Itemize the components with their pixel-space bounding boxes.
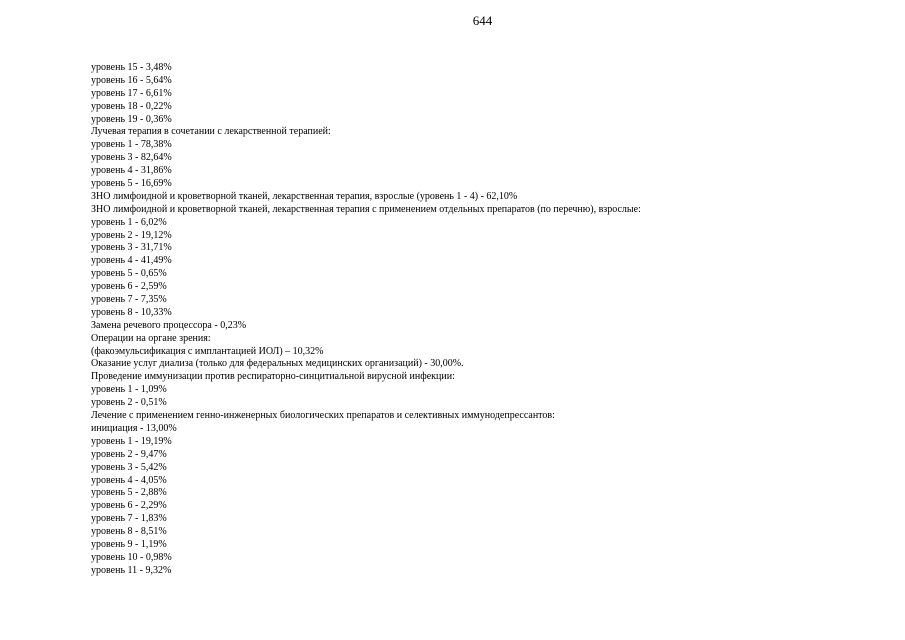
text-line: уровень 1 - 78,38% (91, 139, 172, 151)
text-line: уровень 17 - 6,61% (91, 87, 172, 99)
text-line: уровень 1 - 6,02% (91, 216, 167, 228)
text-line: (факоэмульсификация с имплантацией ИОЛ) – 10,32% (91, 345, 324, 357)
text-line: уровень 4 - 41,49% (91, 255, 172, 267)
text-line: уровень 5 - 2,88% (91, 487, 167, 499)
text-line: уровень 3 - 5,42% (91, 461, 167, 473)
document-body (91, 62, 891, 578)
text-line: уровень 10 - 0,98% (91, 551, 172, 563)
section-heading: Лечение с применением генно-инженерных биологических препаратов и селективных иммунодепрессантов: (91, 410, 555, 422)
text-line: уровень 2 - 9,47% (91, 448, 167, 460)
text-line: уровень 6 - 2,29% (91, 500, 167, 512)
section-heading: Проведение иммунизации против респираторно-синцитиальной вирусной инфекции: (91, 371, 455, 383)
text-line: инициация - 13,00% (91, 422, 177, 434)
text-line: уровень 1 - 1,09% (91, 384, 167, 396)
text-line: уровень 3 - 82,64% (91, 152, 172, 164)
section-heading: Лучевая терапия в сочетании с лекарственной терапией: (91, 126, 331, 138)
text-line: уровень 8 - 8,51% (91, 526, 167, 538)
text-line: уровень 9 - 1,19% (91, 538, 167, 550)
text-line: уровень 18 - 0,22% (91, 100, 172, 112)
text-line: Замена речевого процессора - 0,23% (91, 319, 247, 331)
text-line: уровень 6 - 2,59% (91, 281, 167, 293)
text-line: уровень 11 - 9,32% (91, 564, 172, 576)
text-line: уровень 15 - 3,48% (91, 62, 172, 73)
text-line: ЗНО лимфоидной и кроветворной тканей, лекарственная терапия, взрослые (уровень 1 - 4) - 62,10% (91, 190, 518, 202)
text-line: уровень 5 - 0,65% (91, 268, 167, 280)
text-line: уровень 7 - 1,83% (91, 513, 167, 525)
text-line: уровень 8 - 10,33% (91, 306, 172, 318)
text-line: уровень 1 - 19,19% (91, 435, 172, 447)
section-heading: Операции на органе зрения: (91, 332, 211, 344)
text-line: уровень 16 - 5,64% (91, 74, 172, 86)
text-line: Оказание услуг диализа (только для федеральных медицинских организаций) - 30,00%. (91, 358, 464, 370)
text-line: уровень 4 - 4,05% (91, 474, 167, 486)
section-heading: ЗНО лимфоидной и кроветворной тканей, лекарственная терапия с применением отдельных препаратов (по перечню), взрослые: (91, 203, 641, 215)
text-line: уровень 2 - 0,51% (91, 397, 167, 409)
text-line: уровень 4 - 31,86% (91, 165, 172, 177)
text-line: уровень 2 - 19,12% (91, 229, 172, 241)
text-line: уровень 19 - 0,36% (91, 113, 172, 125)
page-number: 644 (472, 13, 493, 28)
text-line: уровень 7 - 7,35% (91, 294, 167, 306)
text-line: уровень 3 - 31,71% (91, 242, 172, 254)
text-line: уровень 5 - 16,69% (91, 178, 172, 190)
